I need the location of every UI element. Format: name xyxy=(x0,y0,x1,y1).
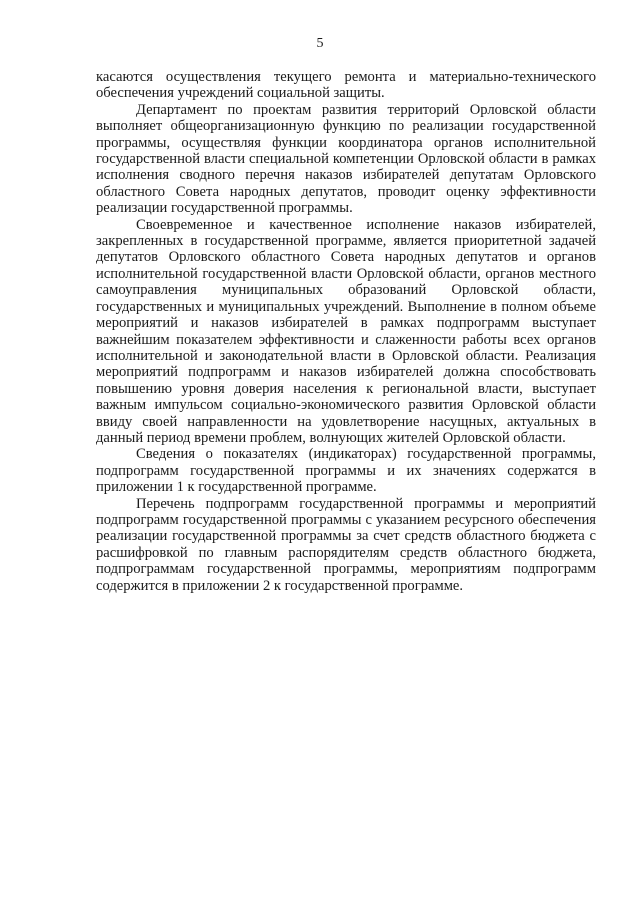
paragraph-subprograms-list: Перечень подпрограмм государственной программы и мероприятий подпрограмм государственной программы с указанием ресурсного обеспечения реализации государственной программы за счет средств областного бюджета с расшифровкой по главным распорядителям средств областного бюджета, подпрограммам государственной программы, мероприятиям подпрограмм содержится в приложении 2 к государственной программе. xyxy=(96,495,596,594)
paragraph-department-role: Департамент по проектам развития территорий Орловской области выполняет общеорганизационную функцию по реализации государственной программы, осуществляя функции координатора органов исполнительной государственной власти специальной компетенции Орловской области в рамках исполнения сводного перечня наказов избирателей депутатам Орловского областного Совета народных депутатов, проводит оценку эффективности реализации государственной программы. xyxy=(96,101,596,217)
paragraph-timely-execution: Своевременное и качественное исполнение наказов избирателей, закрепленных в государственной программе, является приоритетной задачей депутатов Орловского областного Совета народных депутатов и органов исполнительной государственной власти Орловской области, органов местного самоуправления муниципальных образований Орловской области, государственных и муниципальных учреждений. Выполнение в полном объеме мероприятий и наказов избирателей в рамках подпрограмм выступает важнейшим показателем эффективности и слаженности работы всех органов исполнительной и законодательной власти в Орловской области. Реализация мероприятий подпрограмм и наказов избирателей должна способствовать повышению уровня доверия населения к региональной власти, выступает важным импульсом социально-экономического развития Орловской области ввиду своей направленности на удовлетворение насущных, актуальных в данный период времени проблем, волнующих жителей Орловской области. xyxy=(96,216,596,446)
document-body xyxy=(96,69,596,594)
paragraph-continuation: касаются осуществления текущего ремонта и материально-технического обеспечения учреждений социальной защиты. xyxy=(96,69,596,102)
paragraph-indicators: Сведения о показателях (индикаторах) государственной программы, подпрограмм государственной программы и их значениях содержатся в приложении 1 к государственной программе. xyxy=(96,446,596,496)
page-number: 5 xyxy=(316,36,324,51)
